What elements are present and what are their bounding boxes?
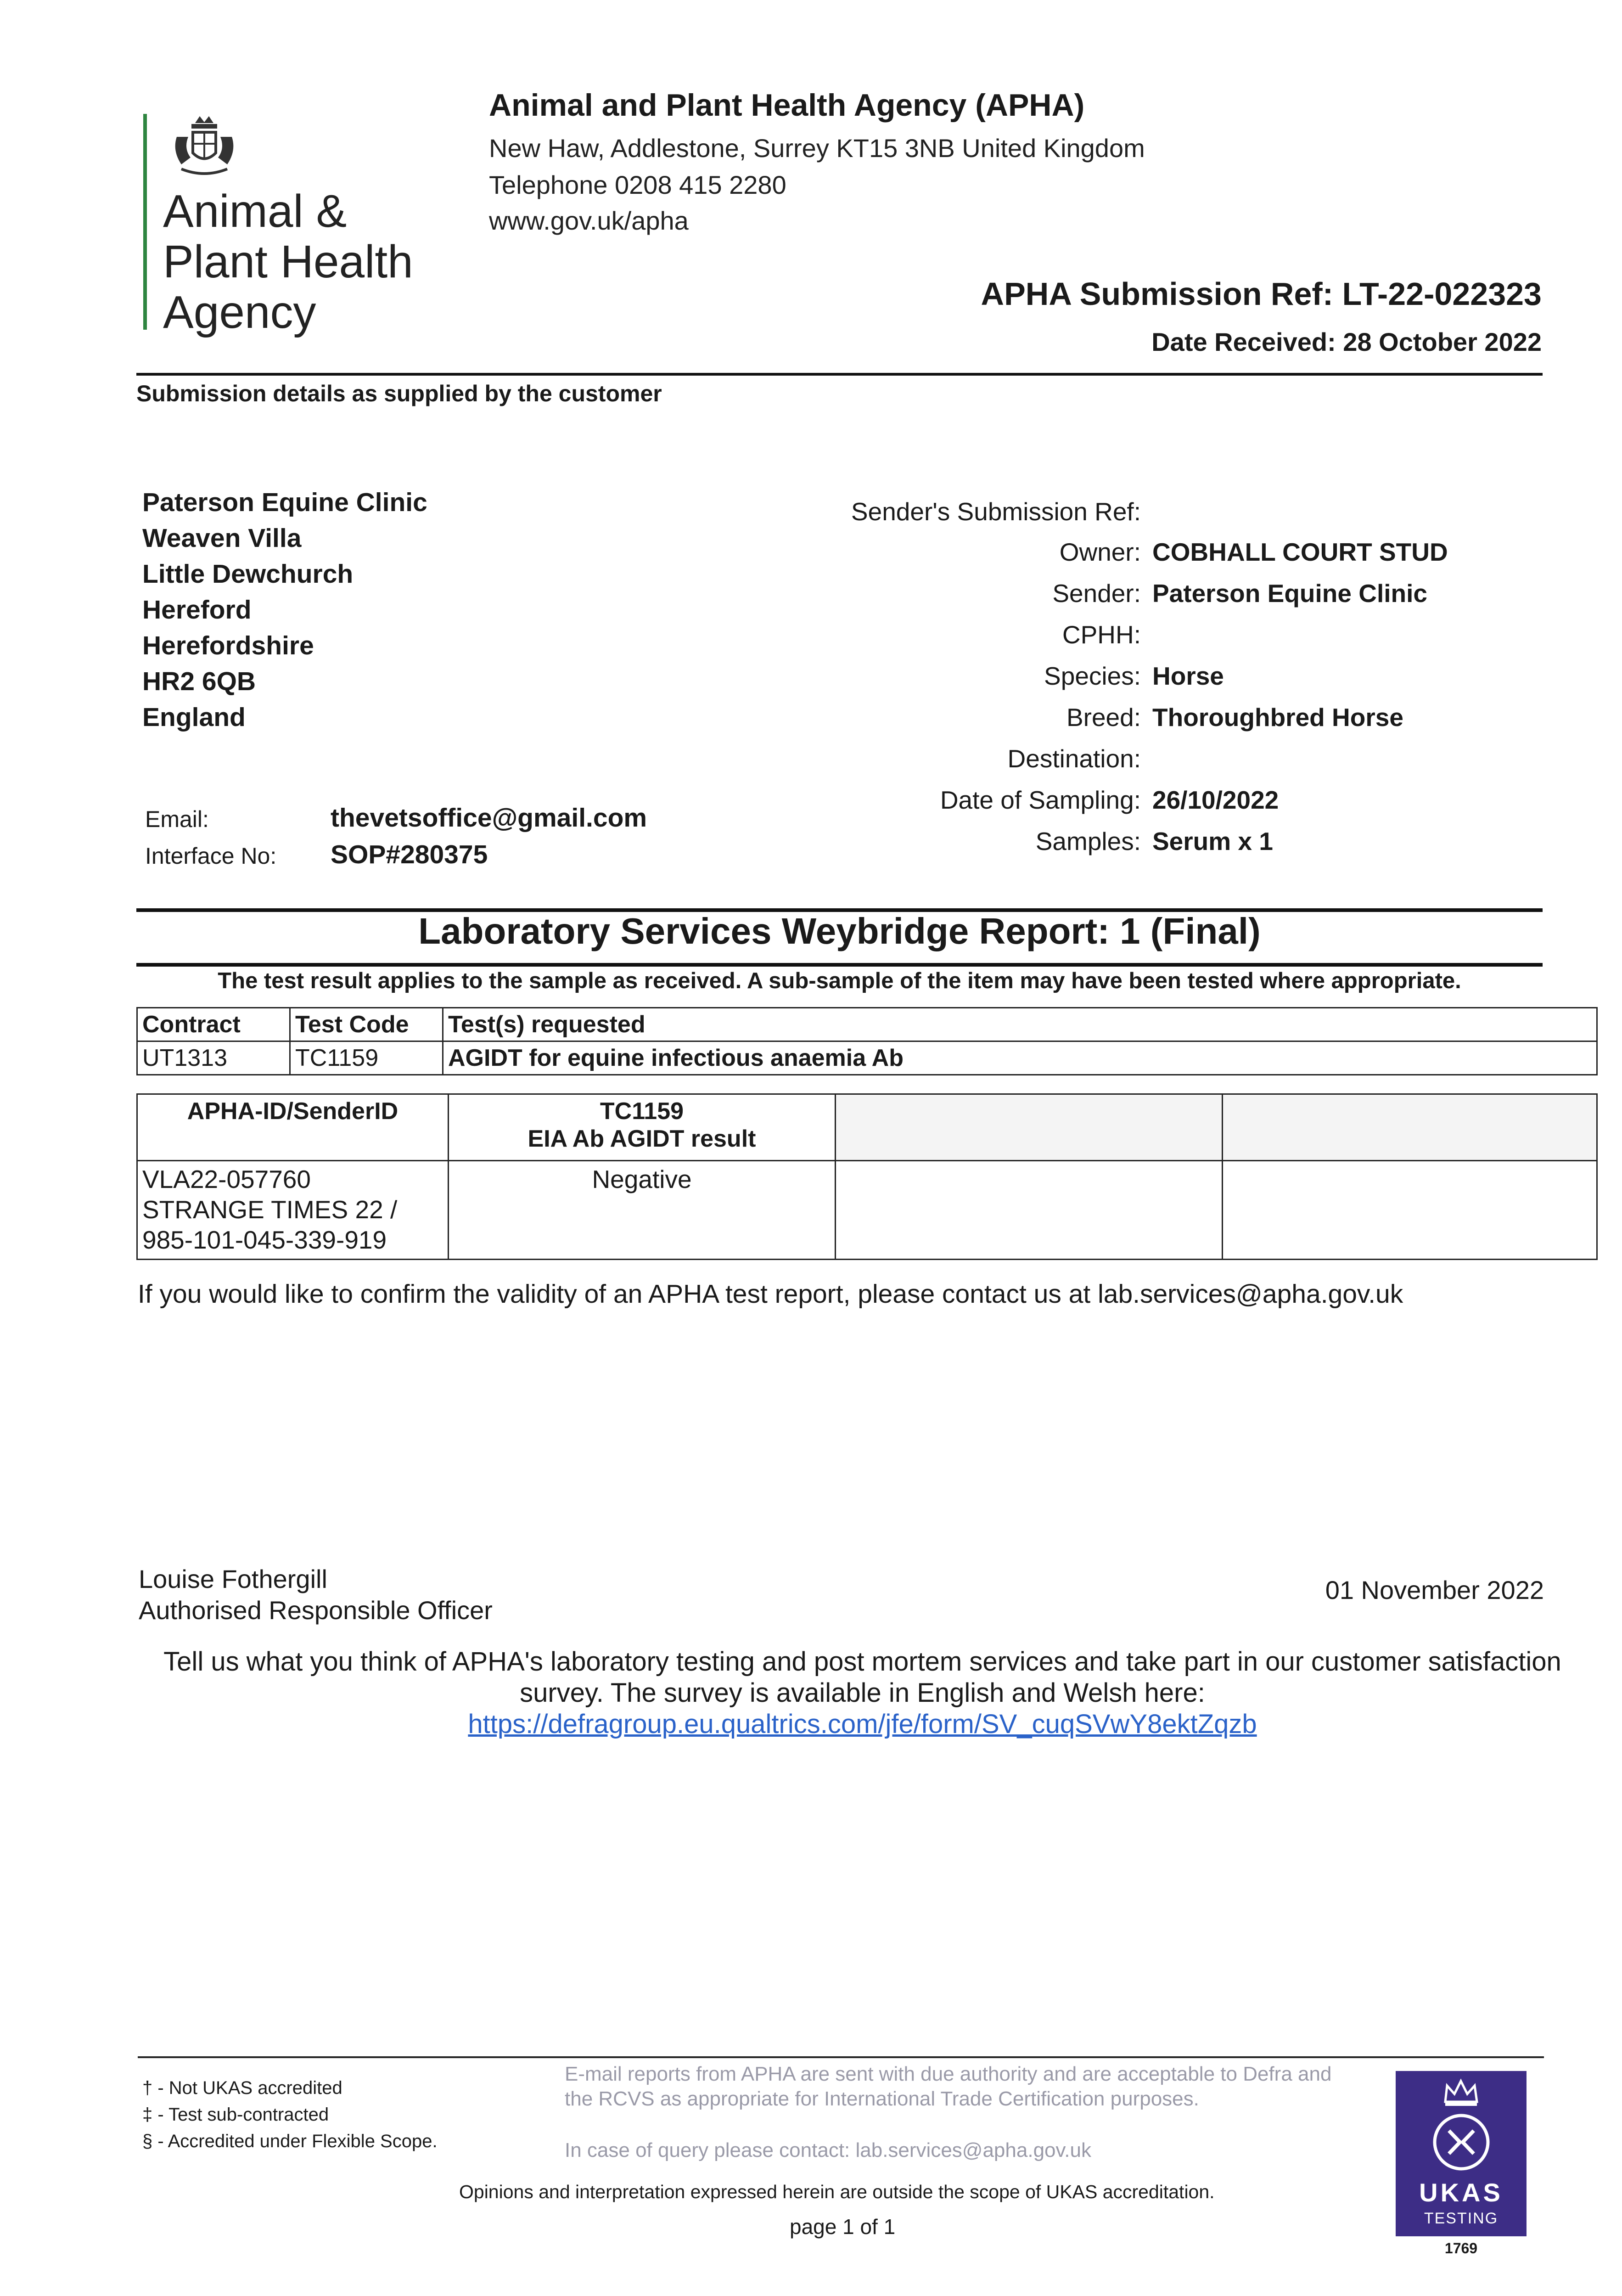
info-cphh: CPHH: — [1062, 620, 1141, 649]
empty-cell — [1223, 1161, 1597, 1260]
contract-cell: UT1313 — [137, 1041, 290, 1075]
ukas-number: 1769 — [1444, 2240, 1478, 2257]
officer-role: Authorised Responsible Officer — [139, 1596, 493, 1625]
column-header: Test Code — [290, 1008, 443, 1041]
info-destination: Destination: — [1007, 744, 1141, 773]
empty-header — [836, 1094, 1223, 1161]
address-line: England — [142, 703, 246, 732]
address-line: Little Dewchurch — [142, 559, 354, 589]
table-row — [137, 1161, 1597, 1260]
footer-divider — [138, 2056, 1544, 2058]
table-header-row — [137, 1008, 1597, 1041]
empty-cell — [836, 1161, 1223, 1260]
table-row — [137, 1041, 1597, 1075]
footnote: † - Not UKAS accredited — [142, 2078, 342, 2098]
test-requested-cell: AGIDT for equine infectious anaemia Ab — [443, 1041, 1597, 1075]
agency-name: Animal and Plant Health Agency (APHA) — [489, 88, 1085, 123]
agency-logo-text: Animal & Plant Health Agency — [163, 186, 413, 338]
validity-note: If you would like to confirm the validity of an APHA test report, please contact us at lab.services@apha.gov.uk — [138, 1279, 1403, 1309]
customer-address — [142, 484, 427, 735]
info-date-of-sampling: Date of Sampling: 26/10/2022 — [940, 786, 1279, 814]
officer-block — [139, 1564, 493, 1626]
apha-id-header: APHA-ID/SenderID — [137, 1094, 449, 1161]
header-divider — [136, 373, 1543, 376]
query-note: In case of query please contact: lab.services@apha.gov.uk — [565, 2139, 1091, 2161]
survey-text: Tell us what you think of APHA's laboratory testing and post mortem services and take part in our customer satisfaction — [163, 1647, 1561, 1677]
opinions-note: Opinions and interpretation expressed herein are outside the scope of UKAS accreditation. — [459, 2181, 1215, 2202]
survey-link[interactable]: https://defragroup.eu.qualtrics.com/jfe/form/SV_cuqSVwY8ektZqzb — [468, 1709, 1257, 1739]
info-sender: Sender: Paterson Equine Clinic — [1052, 579, 1428, 608]
email-label: Email: — [145, 806, 209, 832]
agency-website: www.gov.uk/apha — [489, 206, 689, 235]
table-header-row — [137, 1094, 1597, 1161]
ukas-testing-label: TESTING — [1424, 2210, 1499, 2227]
sample-id-cell: VLA22-057760 STRANGE TIMES 22 / 985-101-045-339-919 — [137, 1161, 449, 1260]
submission-ref: APHA Submission Ref: LT-22-022323 — [981, 276, 1542, 312]
address-line: Herefordshire — [142, 631, 314, 660]
address-line: Weaven Villa — [142, 523, 302, 553]
address-line: Paterson Equine Clinic — [142, 488, 427, 517]
footnote: ‡ - Test sub-contracted — [142, 2105, 329, 2125]
report-bottom-rule — [136, 963, 1543, 967]
report-note: The test result applies to the sample as received. A sub-sample of the item may have been tested where appropriate. — [218, 968, 1461, 993]
royal-crest-icon — [163, 114, 246, 183]
survey-block — [136, 1646, 1588, 1740]
signed-date: 01 November 2022 — [1325, 1576, 1544, 1604]
report-title: Laboratory Services Weybridge Report: 1 (Final) — [418, 911, 1261, 951]
crown-icon — [1442, 2077, 1481, 2109]
results-table — [136, 1093, 1598, 1260]
column-header: Test(s) requested — [443, 1008, 1597, 1041]
agency-telephone: Telephone 0208 415 2280 — [489, 170, 786, 199]
info-breed: Breed: Thoroughbred Horse — [1066, 703, 1403, 732]
logo-accent-bar — [143, 114, 147, 330]
email-value: thevetsoffice@gmail.com — [331, 803, 647, 833]
info-species: Species: Horse — [1044, 662, 1224, 690]
page-number: page 1 of 1 — [790, 2215, 896, 2239]
test-code-cell: TC1159 — [290, 1041, 443, 1075]
agency-address: New Haw, Addlestone, Surrey KT15 3NB United Kingdom — [489, 134, 1145, 163]
address-line: HR2 6QB — [142, 667, 256, 696]
email-reports-note: E-mail reports from APHA are sent with due authority and are acceptable to Defra and the RCVS as appropriate for International Trade Certification purposes. — [565, 2063, 1332, 2110]
interface-label: Interface No: — [145, 843, 277, 869]
info-owner: Owner: COBHALL COURT STUD — [1059, 538, 1448, 566]
tests-table — [136, 1007, 1598, 1075]
info-samples: Samples: Serum x 1 — [1035, 827, 1273, 855]
footnote: § - Accredited under Flexible Scope. — [142, 2131, 438, 2151]
result-cell: Negative — [449, 1161, 836, 1260]
date-received: Date Received: 28 October 2022 — [1151, 327, 1542, 356]
empty-header — [1223, 1094, 1597, 1161]
info-senders-ref: Sender's Submission Ref: — [851, 497, 1141, 526]
officer-name: Louise Fothergill — [139, 1564, 327, 1593]
address-line: Hereford — [142, 595, 252, 625]
ukas-badge — [1396, 2071, 1527, 2236]
submission-details-heading: Submission details as supplied by the customer — [136, 381, 662, 406]
test-code-header: TC1159 EIA Ab AGIDT result — [449, 1094, 836, 1161]
column-header: Contract — [137, 1008, 290, 1041]
ukas-ring-icon — [1431, 2112, 1491, 2172]
ukas-word: UKAS — [1419, 2178, 1503, 2207]
interface-value: SOP#280375 — [331, 840, 488, 869]
survey-text: survey. The survey is available in English and Welsh here: — [520, 1678, 1205, 1708]
